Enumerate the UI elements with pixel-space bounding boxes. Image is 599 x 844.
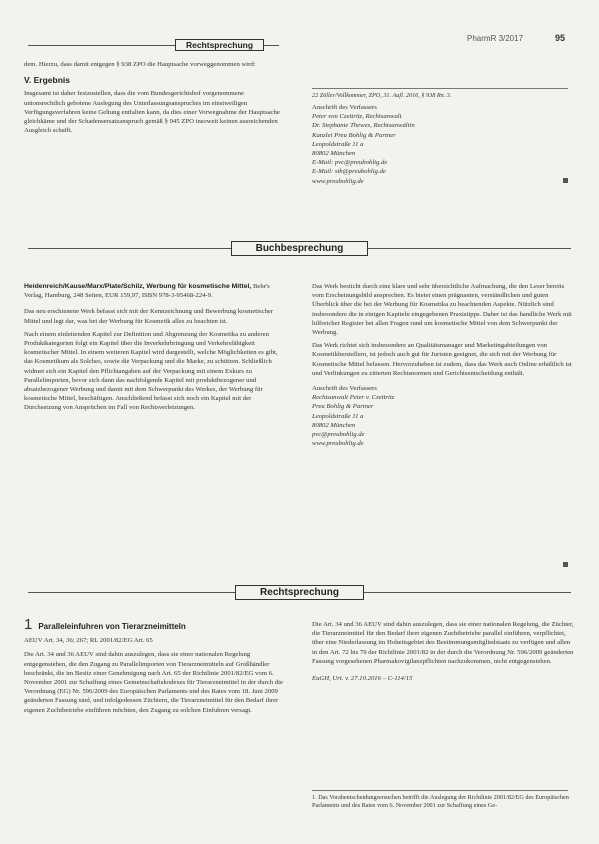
book-author-line: Leopoldstraße 11 a [312, 412, 364, 420]
book-title: Heidenreich/Kause/Marx/Plate/Schilz, Werbung für kosmetische Mittel, [24, 283, 252, 290]
result-text: Insgesamt ist daher festzustellen, dass die vom Bundesgerichtshof vorgenommene unionsrechtlich gebotene Auslegung des Unterlassungsanspruches im einstweiligen Verfügungsverfahren keine Geltung entfalten kann, da dies einer Vorwegnahme der Hauptsache gleichkäme und der Schadensersatzanspruch gemäß § 945 ZPO insoweit keinen ausreichenden Ausgleich schafft. [24, 90, 280, 135]
book-author-email[interactable]: pvc@preubohlig.de [312, 431, 365, 439]
section-title: Rechtsprechung [235, 585, 364, 600]
case-headnote: Die Art. 34 und 36 AEUV sind dahin auszulegen, dass sie einer nationalen Regelung, die Züchter, die Tierarzneimittel für den Bedarf ihrer eigenen Zuchtbetriebe parallel einführen, verpflichtet, über eine Niederlassung im Hoheitsgebiet des Bestimmungsmitgliedstaats zu verfügen und allen in den Art. 72 bis 79 der Richtlinie 2001/82 in der durch die Verordnung Nr. 596/2009 geänderten Fassung vorgesehenen Pharmakovigilanzpflichten nachzukommen, nicht entgegenstehen. [312, 621, 574, 665]
end-mark [563, 178, 568, 183]
section-title: Rechtsprechung [175, 39, 264, 51]
author-heading: Anschrift des Verfassers [312, 104, 377, 111]
top-author-block [312, 103, 574, 186]
result-heading: V. Ergebnis [24, 75, 70, 86]
author-line: 80802 München [312, 150, 356, 158]
book-paragraph: Nach einem einleitenden Kapitel zur Definition und Abgrenzung der Kosmetika zu anderen Produktkategorien folgt ein Kapitel über die Inverkehrbringung und Verkehrsfähigkeit kosmetischer Mittel. In einem weiteren Kapitel wird dargestellt, welche Möglichkeiten es gibt, das Kosmetikum als Solches, sowie die Verpackung und die Marke, zu schützen. Schließlich widmet sich ein Kapitel den Pflichtangaben auf der Verpackung mit einem Exkurs zu Parallelimporten, bevor sich dann das nachfolgende Kapitel mit produktbezogener und absatzbezogener Werbung und damit mit dem Schwerpunkt des Werkes, der Werbung für kosmetische Mittel, beschäftigen. Anschließend befasst sich noch ein Kapitel mit der Durchsetzung von Ansprüchen im Fall von Rechtsverletzungen. [24, 330, 278, 412]
author-email[interactable]: E-Mail: pvc@preubohlig.de [312, 159, 388, 167]
court-reference: EuGH, Urt. v. 27.10.2016 – C-114/15 [312, 675, 413, 683]
author-email[interactable]: E-Mail: sth@preubohlig.de [312, 168, 386, 176]
section-banner-ruling [0, 585, 599, 599]
intro-text: dem. Hierzu, dass damit entgegen § 938 ZPO die Hauptsache vorweggenommen wird: [24, 61, 256, 68]
case-title: Paralleleinfuhren von Tierarzneimitteln [38, 622, 186, 631]
top-footnote: 22 Zöller/Vollkommer, ZPO, 31. Aufl. 2016, § 938 Rn. 3. [312, 92, 452, 99]
book-details: Behr's Verlag, Hamburg, 248 Seiten, EUR 159,97, ISBN 978-3-95468-224-9. [24, 283, 270, 300]
book-paragraph: Das Werk richtet sich insbesondere an Qualitätsmanager und Marketingabteilungen von Kosmetikherstellern, ist jedoch auch gut für Juristen geeignet, die sich mit der Werbung für Kosmetische Mittel befassen. Hervorzuheben ist zudem, dass das Werk auch Online erhältlich ist und Verlinkungen zu zitierten Rechtsnormen und Gerichtsentscheidung enthält. [312, 342, 572, 377]
author-line: Peter von Czettritz, Rechtsanwalt [312, 113, 402, 121]
book-paragraph: Das Werk besticht durch eine klare und sehr übersichtliche Aufmachung, die den Leser bereits vom Erscheinungsbild ansprechen. Es bietet einen prägnanten, verständlichen und guten Überblick über die bei der Werbung für Kosmetika zu beachtenden Aspekte. Nützlich sind insbesondere die in einigen Kapiteln eingegebenen Praxistipps. Daher ist das handliche Werk mit hilfreicher Register bei allen Fragen rund um kosmetische Mittel von dem Schwerpunkt der Werbung. [312, 283, 572, 337]
book-author-website[interactable]: www.preubohlig.de [312, 440, 364, 448]
journal-ref: PharmR 3/2017 [467, 34, 524, 43]
footnote-rule [312, 88, 568, 89]
author-line: Leopoldstraße 11 a [312, 140, 364, 148]
case-number: 1 [24, 616, 33, 633]
end-mark [563, 562, 568, 567]
case-headnote: Die Art. 34 und 36 AEUV sind dahin auszulegen, dass sie einer nationalen Regelung entgegenstehen, die den Zugang zu Parallelimporten von Tierarzneimitteln auf Großhändler beschränkt, die im Besitz einer Genehmigung nach Art. 65 der Richtlinie 2001/82/EG vom 6. November 2001 zur Schaffung eines Gemeinschaftskodexes für Tierarzneimittel in der durch die Verordnung (EG) Nr. 596/2009 des Europäischen Parlaments und des Rates vom 18. Juni 2009 geänderten Fassung sind, und infolgedessen Züchtern, die Tierarzneimittel für den Bedarf ihrer eigenen Zuchtbetriebe einführen möchten, den Zugang zu solchen Einfuhren versagt. [24, 651, 283, 714]
ruling-right-column [312, 620, 574, 687]
book-left-column [24, 282, 286, 417]
book-author-line: Rechtsanwalt Peter v. Czettritz [312, 394, 395, 402]
section-title: Buchbesprechung [231, 241, 369, 256]
book-author-heading: Anschrift des Verfassers [312, 385, 377, 393]
book-paragraph: Das neu erschienene Werk befasst sich mit der Kennzeichnung und Bewerbung kosmetischer Mittel und legt dar, was bei der Werbung für Kosmetik alles zu beachten ist. [24, 308, 274, 325]
top-left-column [24, 60, 286, 139]
case-citation: AEUV Art. 34, 36; 267; RL 2001/82/EG Art. 65 [24, 637, 153, 645]
section-banner-book [0, 241, 599, 255]
book-right-column [312, 282, 574, 448]
author-line: Dr. Stephanie Thewes, Rechtsanwältin [312, 122, 415, 130]
ruling-footnote: 1. Das Vorabentscheidungsersuchen betrifft die Auslegung der Richtlinie 2001/82/EG des Europäischen Parlaments und des Rates vom 6. November 2001 zur Schaffung eines Ge- [312, 794, 569, 809]
footnote-rule [312, 790, 568, 791]
author-website[interactable]: www.preubohlig.de [312, 177, 364, 185]
book-author-line: Preu Bohlig & Partner [312, 403, 374, 411]
book-author-line: 80802 München [312, 421, 356, 429]
ruling-left-column [24, 616, 286, 719]
page-number: 95 [555, 33, 566, 43]
author-line: Kanzlei Preu Bohlig & Partner [312, 131, 396, 139]
